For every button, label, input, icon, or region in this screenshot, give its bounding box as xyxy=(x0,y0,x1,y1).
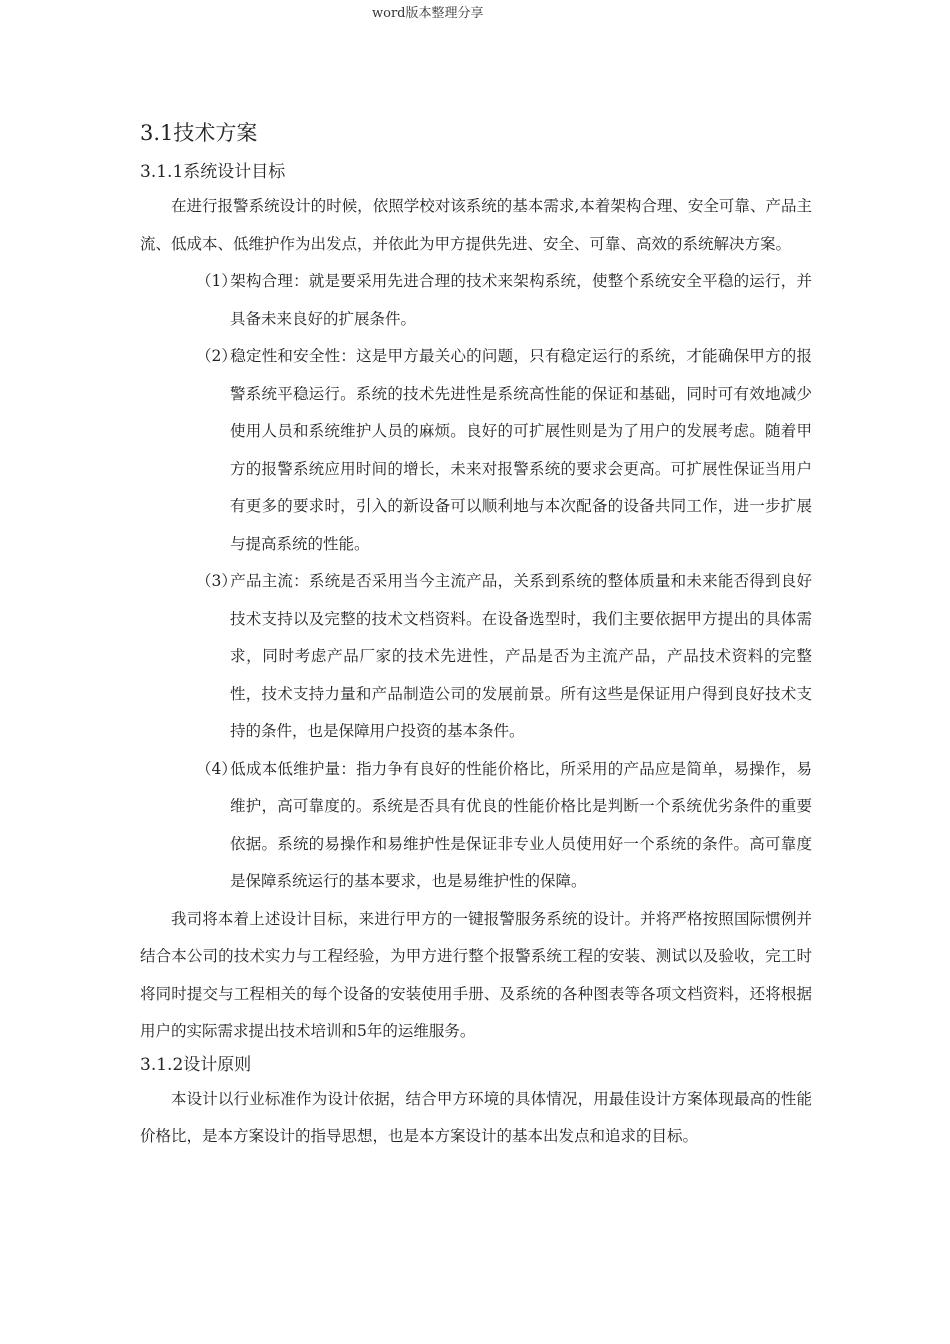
paragraph-principles: 本设计以行业标准作为设计依据，结合甲方环境的具体情况，用最佳设计方案体现最高的性能价格比，是本方案设计的指导思想，也是本方案设计的基本出发点和追求的目标。 xyxy=(140,1089,812,1145)
section-title: 3.1技术方案 xyxy=(140,121,258,145)
paragraph-closing: 我司将本着上述设计目标，来进行甲方的一键报警服务系统的设计。并将严格按照国际惯例并结合本公司的技术实力与工程经验，为甲方进行整个报警系统工程的安装、测试以及验收，完工时将同时提交与工程相关的每个设备的安装使用手册、及系统的各种图表等各项文档资料，还将根据用户的实际需求提出技术培训和5年的运维服务。 xyxy=(140,909,812,1040)
subsection-title-design-goals: 3.1.1系统设计目标 xyxy=(140,162,286,182)
list-marker: （2） xyxy=(196,347,237,365)
list-item-text: 产品主流：系统是否采用当今主流产品，关系到系统的整体质量和未来能否得到良好技术支持以及完整的技术文档资料。在设备选型时，我们主要依据甲方提出的具体需求，同时考虑产品厂家的技术先进性，产品是否为主流产品，产品技术资料的完整性，技术支持力量和产品制造公司的发展前景。所有这些是保证用户得到良好技术支持的条件，也是保障用户投资的基本条件。 xyxy=(230,572,812,740)
list-item-mainstream-products xyxy=(196,563,812,751)
list-item-text: 稳定性和安全性：这是甲方最关心的问题，只有稳定运行的系统，才能确保甲方的报警系统平稳运行。系统的技术先进性是系统高性能的保证和基础，同时可有效地减少使用人员和系统维护人员的麻烦。良好的可扩展性则是为了用户的发展考虑。随着甲方的报警系统应用时间的增长，未来对报警系统的要求会更高。可扩展性保证当用户有更多的要求时，引入的新设备可以顺利地与本次配备的设备共同工作，进一步扩展与提高系统的性能。 xyxy=(230,347,812,553)
list-item-low-cost xyxy=(196,751,812,901)
list-item-stability xyxy=(196,338,812,563)
list-item-text: 架构合理：就是要采用先进合理的技术来架构系统，使整个系统安全平稳的运行，并具备未来良好的扩展条件。 xyxy=(230,272,812,328)
paragraph-intro: 在进行报警系统设计的时候，依照学校对该系统的基本需求,本着架构合理、安全可靠、产品主流、低成本、低维护作为出发点，并依此为甲方提供先进、安全、可靠、高效的系统解决方案。 xyxy=(140,197,812,253)
document-body xyxy=(140,118,812,1156)
list-marker: （1） xyxy=(196,272,237,290)
list-marker: （3） xyxy=(196,572,237,590)
list-marker: （4） xyxy=(196,759,237,778)
list-item-architecture xyxy=(196,263,812,338)
subsection-title-design-principles: 3.1.2设计原则 xyxy=(140,1054,252,1075)
header-note: word版本整理分享 xyxy=(372,6,484,21)
list-item-text: 低成本低维护量：指力争有良好的性能价格比，所采用的产品应是简单，易操作，易维护，高可靠度的。系统是否具有优良的性能价格比是判断一个系统优劣条件的重要依据。系统的易操作和易维护性是保证非专业人员使用好一个系统的条件。高可靠度是保障系统运行的基本要求，也是易维护性的保障。 xyxy=(230,759,812,890)
